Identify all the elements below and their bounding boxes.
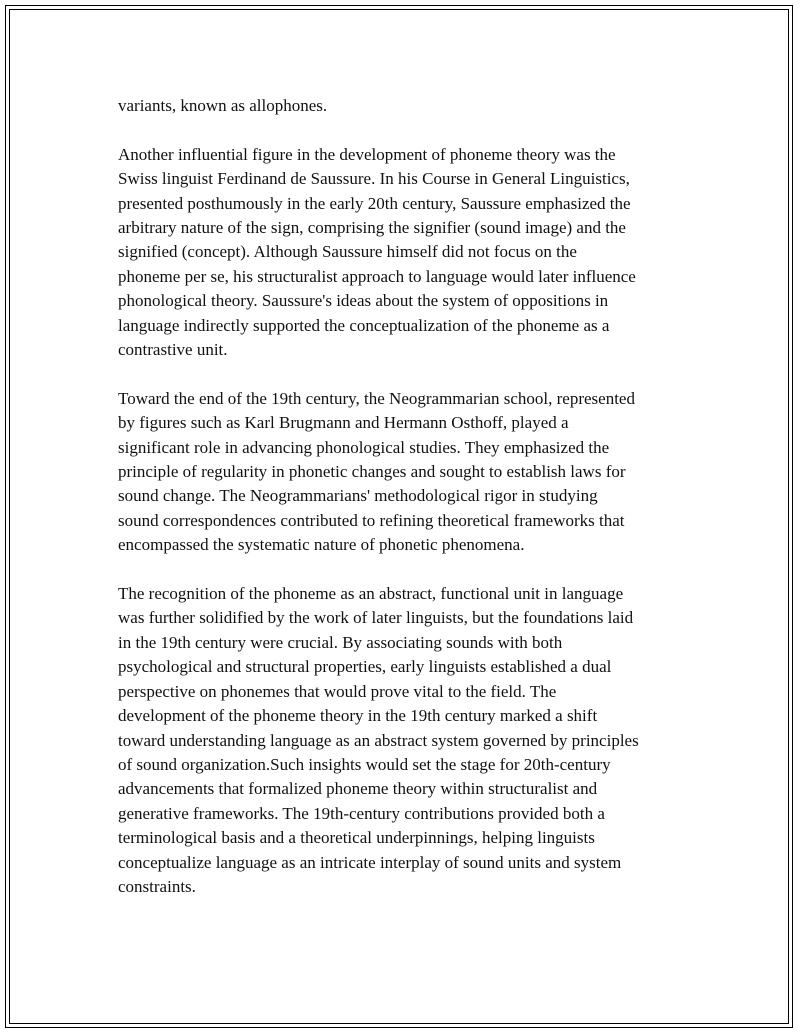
paragraph-saussure: Another influential figure in the development of phoneme theory was the Swiss linguist Ferdinand de Saussure. In his Course in General Linguistics, presented posthumously in the early 20th century, Saussure emphasized the arbitrary nature of the sign, comprising the signifier (sound image) and the signified (concept). Although Saussure himself did not focus on the phoneme per se, his structuralist approach to language would later influence phonological theory. Saussure's ideas about the system of oppositions in language indirectly supported the conceptualization of the phoneme as a contrastive unit. [118,144,636,360]
paragraph-phoneme-recognition: The recognition of the phoneme as an abstract, functional unit in language was further solidified by the work of later linguists, but the foundations laid in the 19th century were crucial. By associating sounds with both psychological and structural properties, early linguists established a dual perspective on phonemes that would prove vital to the field. The development of the phoneme theory in the 19th century marked a shift toward understanding language as an abstract system governed by principles of sound organization.Such insights would set the stage for 20th-century advancements that formalized phoneme theory within structuralist and generative frameworks. The 19th-century contributions provided both a terminological basis and a theoretical underpinnings, helping linguists conceptualize language as an intricate interplay of sound units and system constraints. [118,584,639,896]
paragraph-neogrammarians: Toward the end of the 19th century, the Neogrammarian school, represented by figures such as Karl Brugmann and Hermann Osthoff, played a significant role in advancing phonological studies. They emphasized the principle of regularity in phonetic changes and sought to establish laws for sound change. The Neogrammarians' methodological rigor in studying sound correspondences contributed to refining theoretical frameworks that encompassed the systematic nature of phonetic phenomena. [118,388,635,555]
paragraph-allophones: variants, known as allophones. [118,96,328,115]
document-body [118,94,693,924]
